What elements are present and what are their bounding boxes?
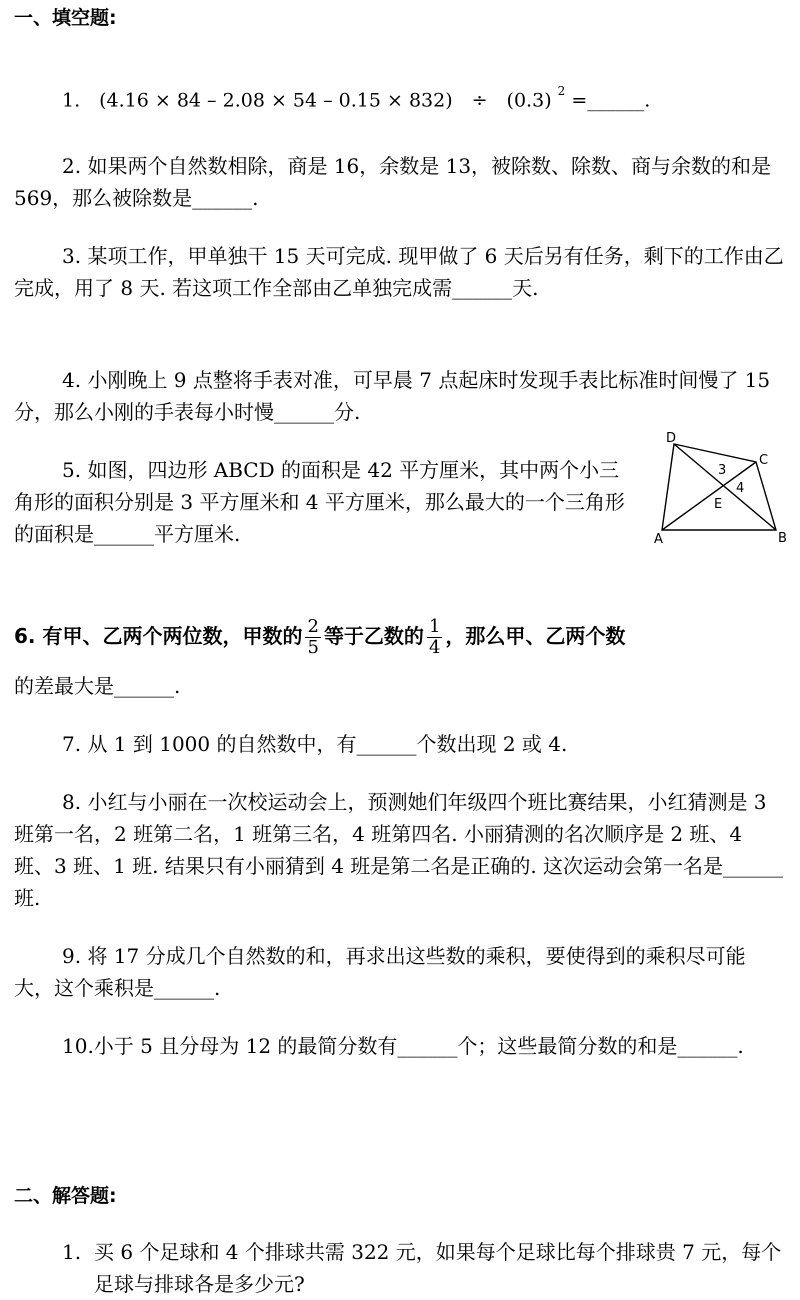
question-6-text-part-1: 6. 有甲、乙两个两位数，甲数的 <box>14 624 303 648</box>
intersection-label-e: E <box>714 497 723 512</box>
question-6-line-1 <box>14 616 625 658</box>
fraction-one-quarter <box>427 617 442 658</box>
question-1-expression: 1. (4.16 × 84 – 2.08 × 54 – 0.15 × 832) ÷ (0.3) <box>62 89 552 112</box>
question-6-line-2: 的差最大是______. <box>14 674 181 698</box>
diagonal-ac <box>662 462 756 530</box>
question-9: 9. 将 17 分成几个自然数的和，再求出这些数的乘积，要使得到的乘积尽可能大，这个乘积是______. <box>14 944 746 1000</box>
fraction-2-denominator: 4 <box>428 637 441 658</box>
question-8: 8. 小红与小丽在一次校运动会上，预测她们年级四个班比赛结果，小红猜测是 3 班第一名，2 班第二名，1 班第三名，4 班第四名. 小丽猜测的名次顺序是 2 班、4 班、3 班、1 班. 结果只有小丽猜到 4 班是第二名是正确的. 这次运动会第一名是______班. <box>14 790 784 910</box>
triangle-area-3-label: 3 <box>718 463 727 478</box>
triangle-area-4-label: 4 <box>736 481 745 496</box>
vertex-label-a: A <box>654 532 663 547</box>
fraction-1-denominator: 5 <box>307 637 319 658</box>
question-1-exponent: 2 <box>557 84 566 98</box>
fraction-2-numerator: 1 <box>428 616 441 637</box>
question-6-text-part-3: ，那么甲、乙两个数 <box>445 624 626 648</box>
fraction-two-fifths <box>305 617 320 658</box>
quadrilateral-abcd-figure <box>650 430 795 550</box>
question-1 <box>62 80 650 115</box>
vertex-label-b: B <box>778 531 787 546</box>
question-3: 3. 某项工作，甲单独干 15 天可完成. 现甲做了 6 天后另有任务，剩下的工作由乙完成，用了 8 天. 若这项工作全部由乙单独完成需______天. <box>14 244 784 300</box>
question-10: 10.小于 5 且分母为 12 的最简分数有______个；这些最简分数的和是______. <box>62 1034 744 1058</box>
solve-question-1-number: 1. <box>62 1240 82 1264</box>
vertex-label-d: D <box>666 431 677 446</box>
section-title-fill-in: 一、填空题: <box>14 7 117 29</box>
question-2: 2. 如果两个自然数相除，商是 16，余数是 13，被除数、除数、商与余数的和是 569，那么被除数是______. <box>14 154 772 210</box>
solve-question-1-text: 买 6 个足球和 4 个排球共需 322 元，如果每个足球比每个排球贵 7 元，每个足球与排球各是多少元? <box>94 1240 782 1296</box>
question-1-answer-blank: =______. <box>571 89 651 112</box>
question-6-text-part-2: 等于乙数的 <box>323 624 424 648</box>
question-4: 4. 小刚晚上 9 点整将手表对准，可早晨 7 点起床时发现手表比标准时间慢了 15 分，那么小刚的手表每小时慢______分. <box>14 368 771 424</box>
solve-question-1 <box>62 1236 782 1300</box>
section-title-solve: 二、解答题: <box>14 1185 117 1207</box>
vertex-label-c: C <box>759 453 769 468</box>
question-7: 7. 从 1 到 1000 的自然数中，有______个数出现 2 或 4. <box>62 732 568 756</box>
question-5: 5. 如图，四边形 ABCD 的面积是 42 平方厘米，其中两个小三角形的面积分别是 3 平方厘米和 4 平方厘米，那么最大的一个三角形的面积是______平方厘米. <box>14 458 625 546</box>
fraction-1-numerator: 2 <box>307 616 319 637</box>
